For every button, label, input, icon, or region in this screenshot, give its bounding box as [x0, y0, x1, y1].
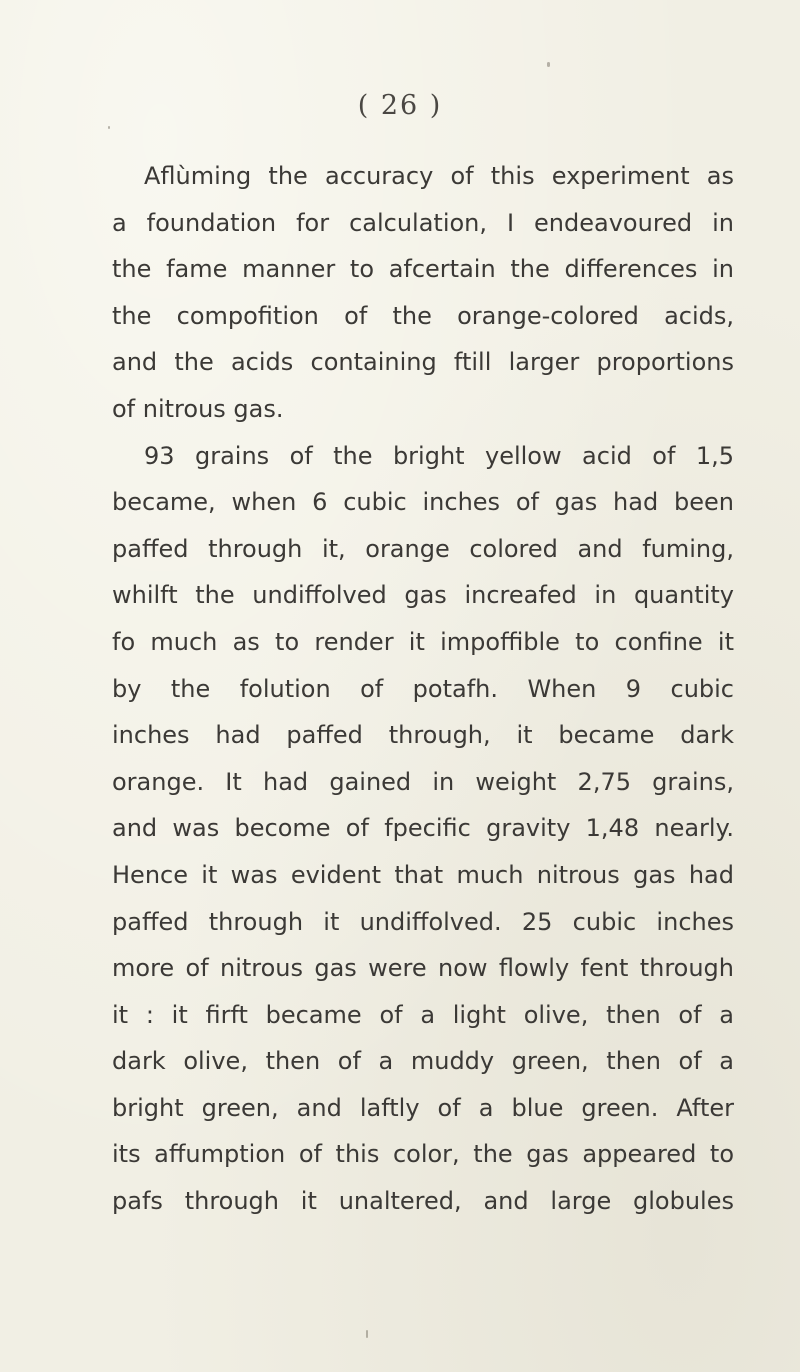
text-line: became, when 6 cubic inches of gas had been: [112, 488, 734, 517]
text-line: orange. It had gained in weight 2,75 grains,: [112, 767, 734, 796]
paper-speck: [366, 1330, 368, 1338]
paper-speck: [108, 126, 110, 129]
text-line: paffed through it undiffolved. 25 cubic inches: [112, 907, 734, 936]
text-line: pafs through it unaltered, and large globules: [112, 1187, 734, 1216]
text-line: and was become of fpecific gravity 1,48 nearly.: [112, 814, 734, 843]
body-text: [112, 153, 734, 1225]
paper-speck: [547, 62, 550, 67]
text-line: 93 grains of the bright yellow acid of 1,5: [144, 441, 734, 470]
text-line: whilft the undiffolved gas increafed in quantity: [112, 581, 734, 610]
text-line: bright green, and laftly of a blue green. After: [112, 1093, 734, 1122]
text-line: dark olive, then of a muddy green, then of a: [112, 1047, 734, 1076]
text-line: Hence it was evident that much nitrous gas had: [112, 860, 734, 889]
text-line: the compofition of the orange-colored acids,: [112, 301, 734, 330]
page-number: ( 26 ): [357, 90, 443, 121]
text-line: of nitrous gas.: [112, 394, 284, 423]
text-line: fo much as to render it impoffible to confine it: [112, 627, 734, 656]
text-line: a foundation for calculation, I endeavoured in: [112, 208, 734, 237]
text-line: by the folution of potafh. When 9 cubic: [112, 674, 734, 703]
text-line: its affumption of this color, the gas appeared to: [112, 1140, 734, 1169]
text-line: Aflùming the accuracy of this experiment as: [144, 162, 734, 190]
text-line: it : it firft became of a light olive, then of a: [112, 1000, 734, 1029]
text-line: and the acids containing ftill larger proportions: [112, 348, 734, 377]
text-line: the fame manner to afcertain the differences in: [112, 255, 734, 284]
text-line: inches had paffed through, it became dark: [112, 721, 734, 750]
text-line: paffed through it, orange colored and fuming,: [112, 534, 734, 563]
text-line: more of nitrous gas were now flowly fent through: [112, 954, 734, 983]
